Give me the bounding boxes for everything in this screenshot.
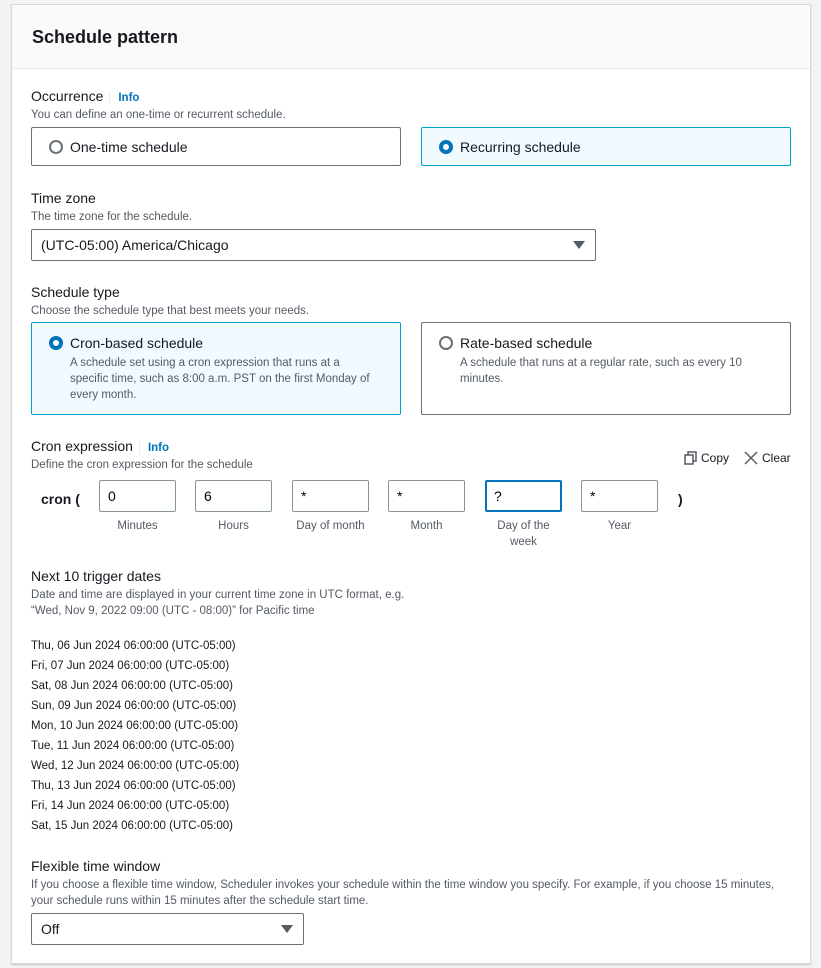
copy-icon — [684, 451, 697, 465]
year-label: Year — [607, 520, 632, 532]
recurring-schedule-option[interactable] — [421, 127, 791, 166]
trigger-date-item: Tue, 11 Jun 2024 06:00:00 (UTC-05:00) — [31, 740, 235, 752]
occurrence-label-text: Occurrence — [31, 88, 104, 104]
trigger-date-item: Thu, 06 Jun 2024 06:00:00 (UTC-05:00) — [31, 640, 236, 652]
copy-button[interactable] — [684, 451, 729, 465]
occurrence-label — [31, 88, 139, 104]
one-time-schedule-option[interactable] — [31, 127, 401, 166]
caret-down-icon — [281, 925, 293, 933]
trigger-dates-list — [31, 636, 239, 836]
option-label: Cron-based schedule — [70, 335, 204, 351]
close-icon — [744, 451, 758, 465]
day-of-month-label: Day of month — [296, 520, 365, 532]
trigger-date-item: Fri, 14 Jun 2024 06:00:00 (UTC-05:00) — [31, 800, 230, 812]
radio-icon[interactable] — [49, 140, 63, 154]
flex-value: Off — [41, 921, 60, 937]
trigger-date-item: Sun, 09 Jun 2024 06:00:00 (UTC-05:00) — [31, 700, 237, 712]
occurrence-info-link[interactable]: Info — [109, 92, 139, 104]
trigger-dates-description: Date and time are displayed in your current time zone in UTC format, e.g. “Wed, Nov 9, 2022 09:00 (UTC - 08:00)” for Pacific time — [31, 589, 405, 617]
year-input[interactable] — [581, 480, 658, 512]
occurrence-description: You can define an one-time or recurrent schedule. — [31, 109, 286, 121]
radio-selected-icon[interactable] — [49, 336, 63, 350]
trigger-date-item: Fri, 07 Jun 2024 06:00:00 (UTC-05:00) — [31, 660, 230, 672]
option-description: A schedule that runs at a regular rate, such as every 10 minutes. — [460, 357, 742, 385]
clear-button[interactable] — [744, 451, 791, 465]
copy-label: Copy — [701, 451, 730, 465]
hours-label: Hours — [218, 520, 249, 532]
cron-suffix: ) — [678, 491, 683, 507]
minutes-input[interactable] — [99, 480, 176, 512]
timezone-description: The time zone for the schedule. — [31, 211, 193, 223]
schedule-type-label: Schedule type — [31, 284, 120, 300]
trigger-date-item: Sat, 15 Jun 2024 06:00:00 (UTC-05:00) — [31, 820, 234, 832]
trigger-date-item: Mon, 10 Jun 2024 06:00:00 (UTC-05:00) — [31, 720, 239, 732]
panel-header — [12, 5, 810, 69]
flexible-time-window-label: Flexible time window — [31, 858, 161, 874]
rate-based-schedule-option[interactable] — [421, 322, 791, 415]
day-of-month-input[interactable] — [292, 480, 369, 512]
radio-selected-icon[interactable] — [439, 140, 453, 154]
cron-description: Define the cron expression for the schedule — [31, 459, 253, 471]
panel-title: Schedule pattern — [32, 27, 179, 47]
radio-icon[interactable] — [439, 336, 453, 350]
cron-expression-label — [31, 438, 169, 454]
trigger-dates-label: Next 10 trigger dates — [31, 568, 161, 584]
flexible-time-window-select[interactable] — [31, 913, 304, 945]
day-of-week-label: Day of the week — [497, 520, 550, 548]
timezone-label: Time zone — [31, 190, 96, 206]
hours-input[interactable] — [195, 480, 272, 512]
schedule-type-description: Choose the schedule type that best meets your needs. — [31, 305, 310, 317]
option-description: A schedule set using a cron expression that runs at a specific time, such as 8:00 a.m. PST on the first Monday of every month. — [70, 357, 370, 401]
trigger-date-item: Sat, 08 Jun 2024 06:00:00 (UTC-05:00) — [31, 680, 234, 692]
timezone-select[interactable] — [31, 229, 596, 261]
trigger-date-item: Thu, 13 Jun 2024 06:00:00 (UTC-05:00) — [31, 780, 236, 792]
month-label: Month — [410, 520, 443, 532]
cron-based-schedule-option[interactable] — [31, 322, 401, 415]
month-input[interactable] — [388, 480, 465, 512]
trigger-date-item: Wed, 12 Jun 2024 06:00:00 (UTC-05:00) — [31, 760, 240, 772]
timezone-value: (UTC-05:00) America/Chicago — [41, 237, 229, 253]
cron-label-text: Cron expression — [31, 438, 133, 454]
option-label: One-time schedule — [70, 139, 188, 155]
cron-prefix: cron ( — [41, 491, 80, 507]
option-label: Recurring schedule — [460, 139, 581, 155]
minutes-label: Minutes — [117, 520, 158, 532]
day-of-week-input[interactable] — [485, 480, 562, 512]
flexible-time-window-description: If you choose a flexible time window, Scheduler invokes your schedule within the time window you specify. For example, if you choose 15 minutes, your schedule runs within 15 minutes after the schedule start time. — [31, 879, 775, 907]
option-label: Rate-based schedule — [460, 335, 593, 351]
cron-info-link[interactable]: Info — [139, 442, 169, 454]
caret-down-icon — [573, 241, 585, 249]
clear-label: Clear — [762, 451, 791, 465]
